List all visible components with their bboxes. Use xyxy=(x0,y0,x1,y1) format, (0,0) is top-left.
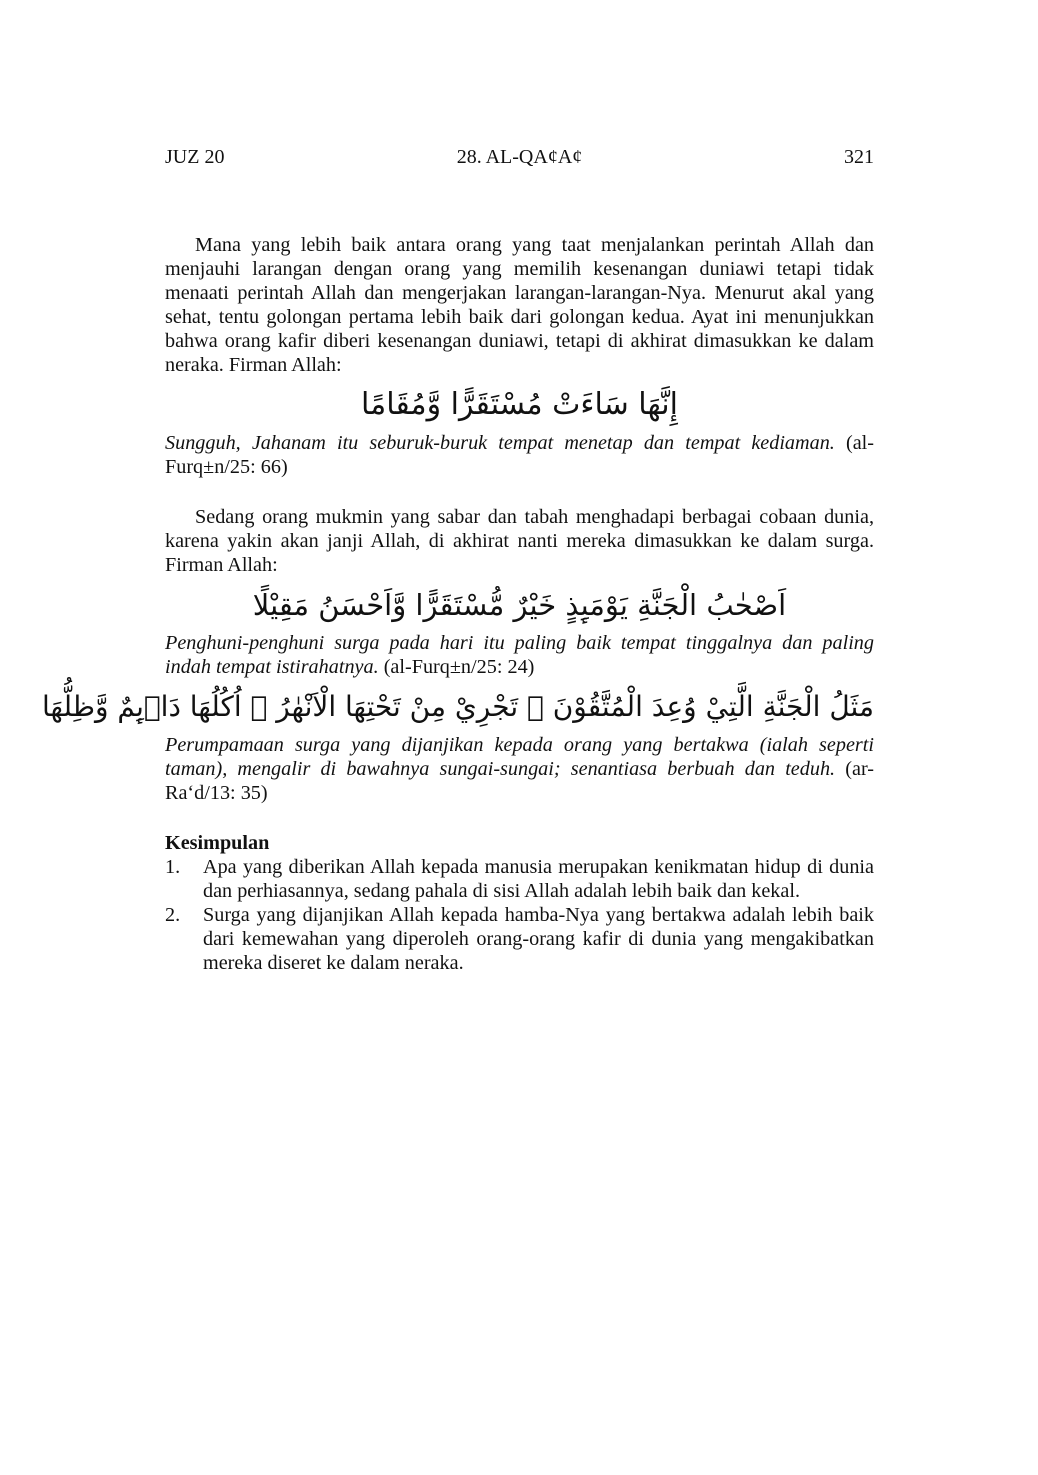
list-item-text: Surga yang dijanjikan Allah kepada hamba-Nya yang bertakwa adalah lebih baik dari kemewahan yang diperoleh orang-orang kafir di dunia yang mengakibatkan mereka diseret ke dalam neraka. xyxy=(203,904,874,974)
list-item xyxy=(165,855,874,903)
paragraph-2: Sedang orang mukmin yang sabar dan tabah menghadapi berbagai cobaan dunia, karena yakin akan janji Allah, di akhirat nanti mereka dimasukkan ke dalam surga. Firman Allah: xyxy=(165,506,874,576)
verse-2-reference: (al-Furq±n/25: 24) xyxy=(383,656,535,678)
conclusion-list xyxy=(165,855,874,975)
page-number: 321 xyxy=(844,146,874,168)
paragraph-1: Mana yang lebih baik antara orang yang taat menjalankan perintah Allah dan menjauhi larangan dengan orang yang memilih kesenangan duniawi tetapi tidak menaati perintah Allah dan mengerjakan larangan-larangan-Nya. Menurut akal yang sehat, tentu golongan pertama lebih baik dari golongan kedua. Ayat ini menunjukkan bahwa orang kafir diberi kesenangan duniawi, tetapi di akhirat dimasukkan ke dalam neraka. Firman Allah: xyxy=(165,234,874,376)
page-body xyxy=(42,233,874,975)
list-item-number: 2. xyxy=(165,904,181,926)
verse-1-translation: Sungguh, Jahanam itu seburuk-buruk tempat menetap dan tempat kediaman. xyxy=(165,432,835,454)
page-header xyxy=(165,146,874,174)
conclusion-heading: Kesimpulan xyxy=(165,832,270,854)
verse-2-translation: Penghuni-penghuni surga pada hari itu paling baik tempat tinggalnya dan paling indah tempat istirahatnya. xyxy=(165,632,874,678)
list-item-number: 1. xyxy=(165,856,181,878)
juz-label: JUZ 20 xyxy=(165,146,225,168)
verse-3-translation: Perumpamaan surga yang dijanjikan kepada orang yang bertakwa (ialah seperti taman), mengalir di bawahnya sungai-sungai; senantiasa berbuah dan teduh. xyxy=(165,734,874,780)
verse-2-translation-block xyxy=(165,631,874,679)
surah-title: 28. AL-QA¢A¢ xyxy=(456,146,583,168)
verse-1-reference: (al-Furq±n/25: 66) xyxy=(165,432,874,478)
verse-1-arabic: إِنَّهَا سَاءَتْ مُسْتَقَرًّا وَّمُقَامًا xyxy=(361,387,678,422)
verse-2-arabic: اَصْحٰبُ الْجَنَّةِ يَوْمَىِٕذٍ خَيْرٌ مُّسْتَقَرًّا وَّاَحْسَنُ مَقِيْلًا xyxy=(252,588,787,622)
verse-3-translation-block xyxy=(165,733,874,805)
list-item xyxy=(165,903,874,975)
verse-3-reference: (ar-Ra‘d/13: 35) xyxy=(165,758,874,804)
verse-1-translation-block xyxy=(165,431,874,479)
list-item-text: Apa yang diberikan Allah kepada manusia merupakan kenikmatan hidup di dunia dan perhiasannya, sedang pahala di sisi Allah adalah lebih baik dan kekal. xyxy=(203,856,874,902)
verse-3-arabic: مَثَلُ الْجَنَّةِ الَّتِيْ وُعِدَ الْمُتَّقُوْنَ ۗ تَجْرِيْ مِنْ تَحْتِهَا الْاَنْهٰرُ ۗ اُكُلُهَا دَاۤىِٕمٌ وَّظِلُّهَا xyxy=(42,690,874,723)
